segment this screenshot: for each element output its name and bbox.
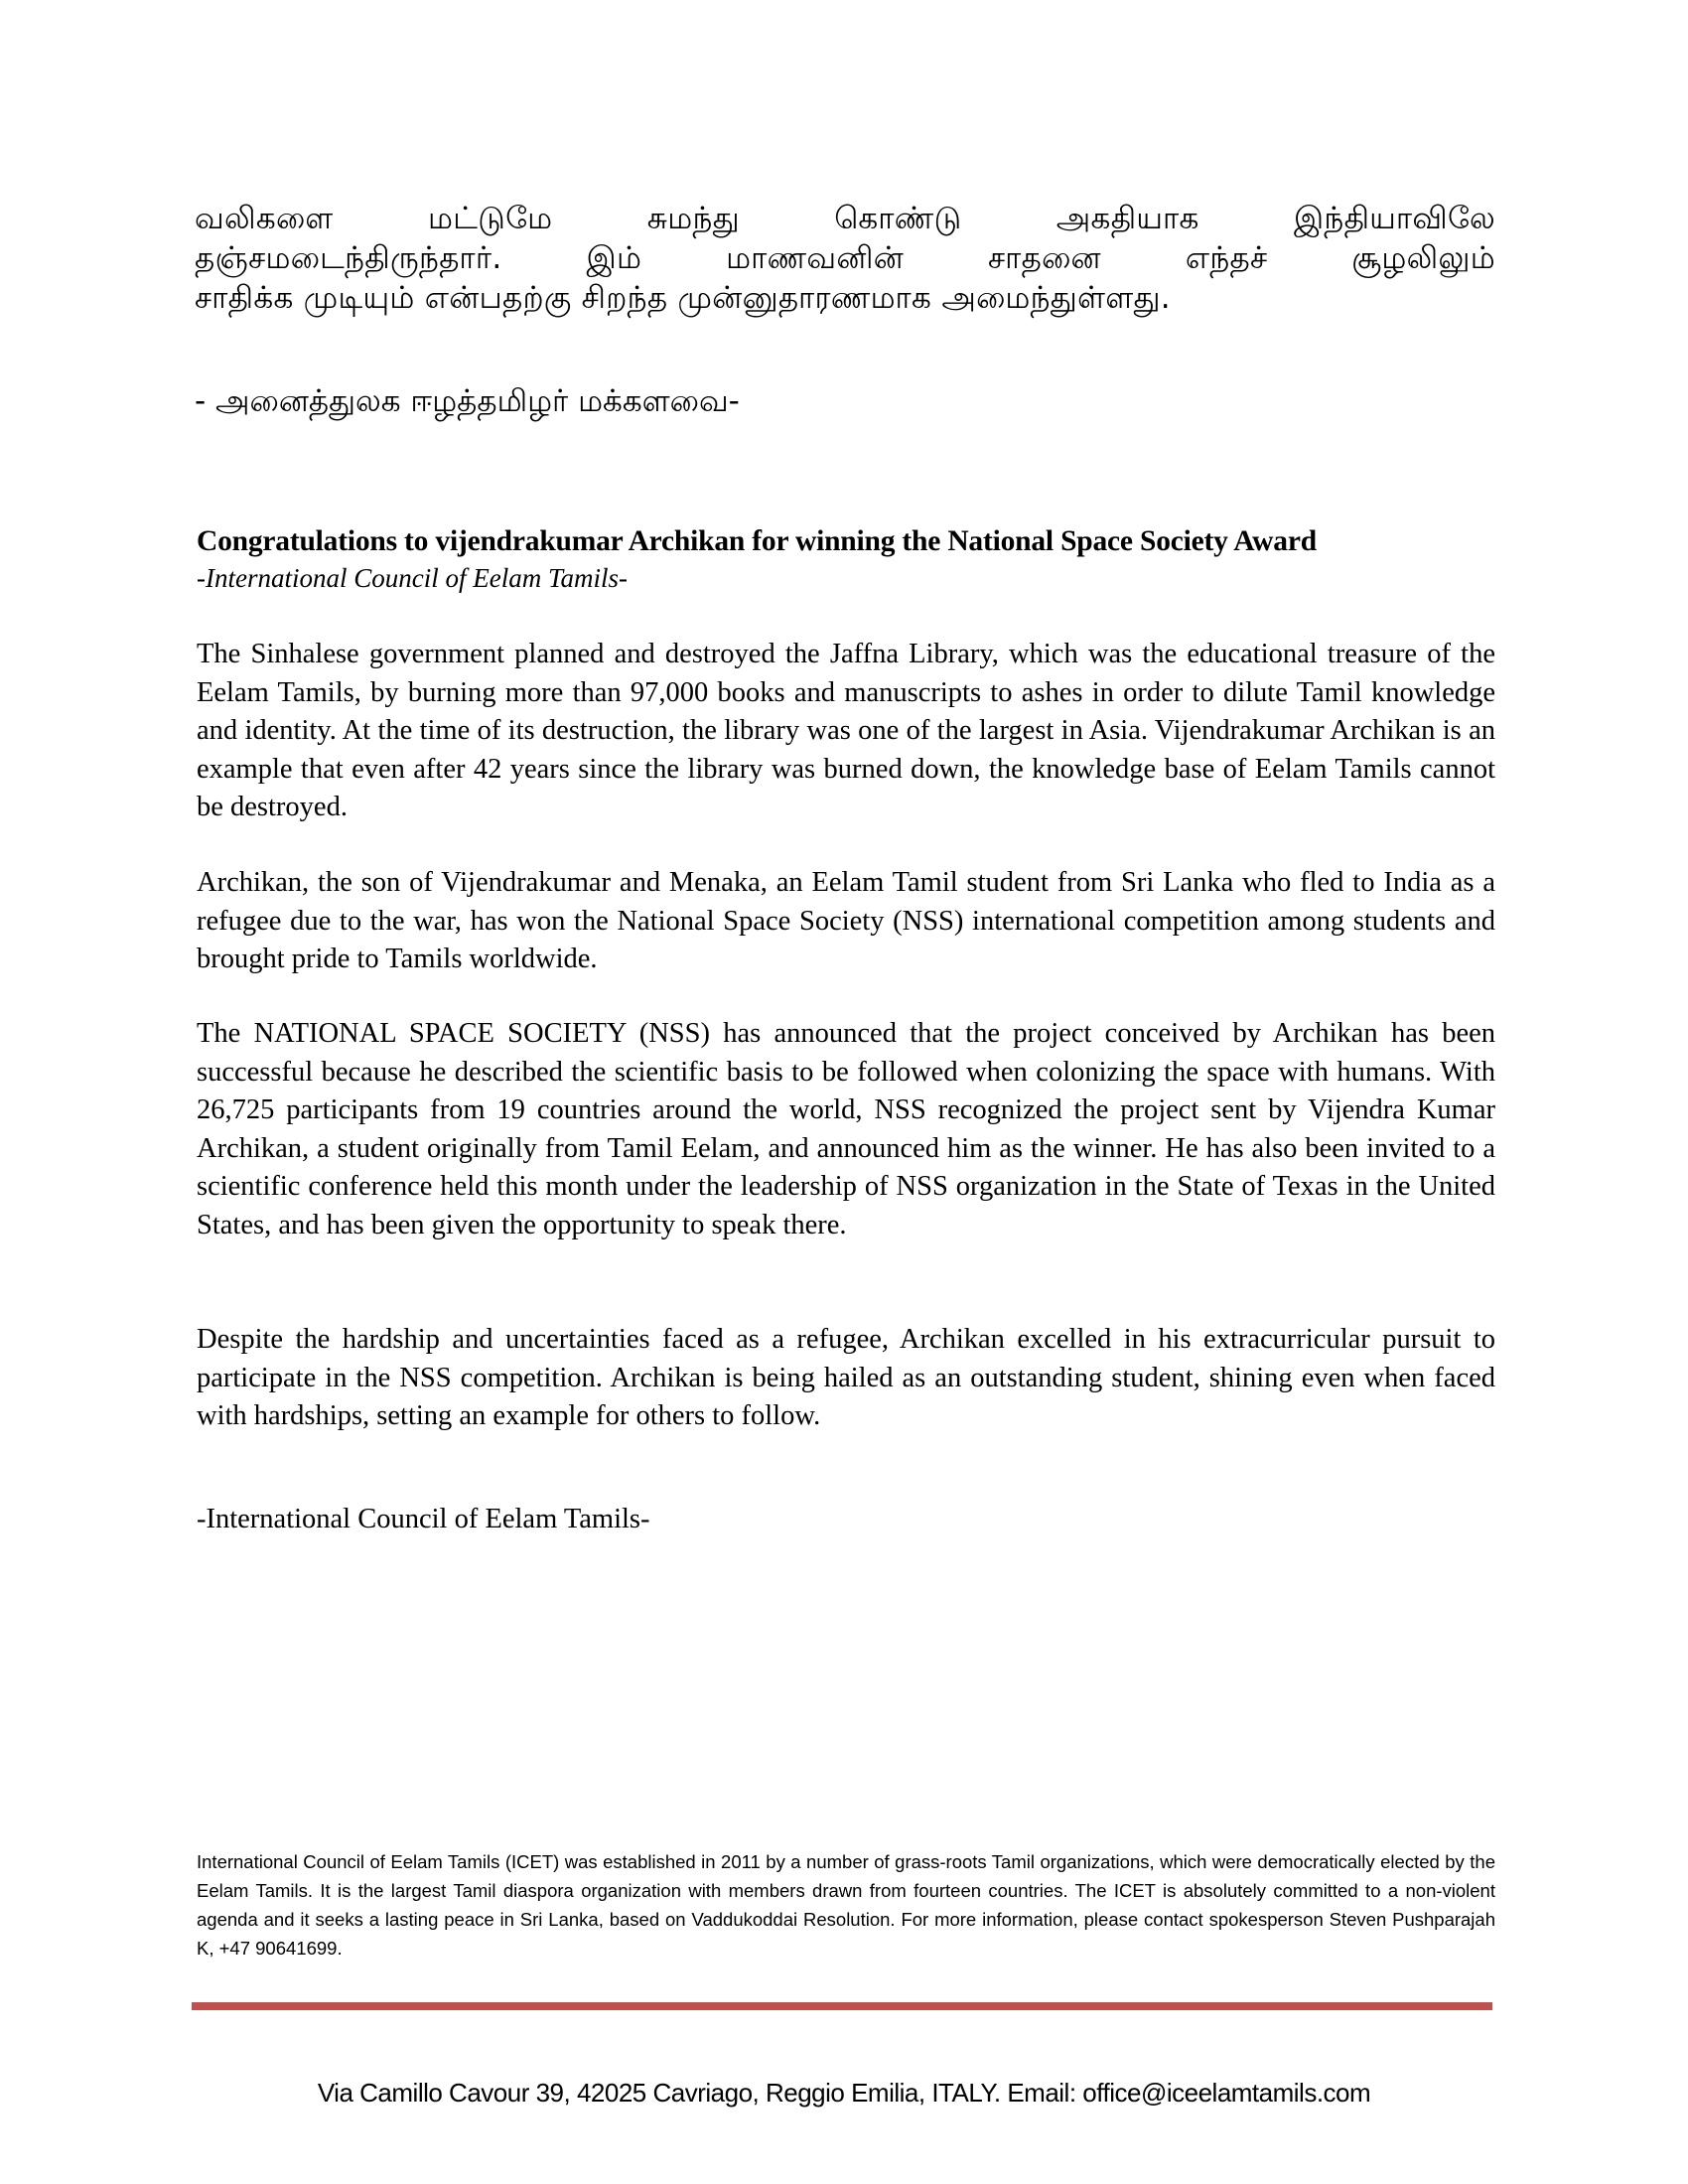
footer-address: Via Camillo Cavour 39, 42025 Cavriago, Reggio Emilia, ITALY. Email: office@iceelamtamils.com [317,2078,1371,2108]
tamil-paragraph [195,199,1495,318]
article-headline: Congratulations to vijendrakumar Archikan for winning the National Space Society Award [197,525,1317,557]
tamil-line: சாதிக்க முடியும் என்பதற்கு சிறந்த முன்னுதாரணமாக அமைந்துள்ளது. [195,280,1171,316]
article-signature: -International Council of Eelam Tamils- [197,1504,650,1534]
tamil-line: தஞ்சமடைந்திருந்தார். இம் மாணவனின் சாதனை எந்தச் சூழலிலும் [195,240,1495,276]
article-paragraph: The NATIONAL SPACE SOCIETY (NSS) has announced that the project conceived by Archikan has been successful because he described the scientific basis to be followed when colonizing the space with humans. With 26,725 participants from 19 countries around the world, NSS recognized the project sent by Vijendra Kumar Archikan, a student originally from Tamil Eelam, and announced him as the winner. He has also been invited to a scientific conference held this month under the leadership of NSS organization in the State of Texas in the United States, and has been given the opportunity to speak there. [197,1018,1495,1240]
article-byline: -International Council of Eelam Tamils- [197,563,628,593]
article-paragraph: Despite the hardship and uncertainties faced as a refugee, Archikan excelled in his extracurricular pursuit to participate in the NSS competition. Archikan is being hailed as an outstanding student, shining even when faced with hardships, setting an example for others to follow. [197,1324,1495,1431]
tamil-signature: - அனைத்துலக ஈழத்தமிழர் மக்களவை- [195,383,740,419]
organization-about: International Council of Eelam Tamils (ICET) was established in 2011 by a number of grass-roots Tamil organizations, which were democratically elected by the Eelam Tamils. It is the largest Tamil diaspora organization with members drawn from fourteen countries. The ICET is absolutely committed to a non-violent agenda and it seeks a lasting peace in Sri Lanka, based on Vaddukoddai Resolution. For more information, please contact spokesperson Steven Pushparajah K, +47 90641699. [197,1851,1495,1959]
article-paragraph: Archikan, the son of Vijendrakumar and Menaka, an Eelam Tamil student from Sri Lanka who fled to India as a refugee due to the war, has won the National Space Society (NSS) international competition among students and brought pride to Tamils worldwide. [197,867,1495,974]
article-paragraph: The Sinhalese government planned and destroyed the Jaffna Library, which was the educational treasure of the Eelam Tamils, by burning more than 97,000 books and manuscripts to ashes in order to dilute Tamil knowledge and identity. At the time of its destruction, the library was one of the largest in Asia. Vijendrakumar Archikan is an example that even after 42 years since the library was burned down, the knowledge base of Eelam Tamils cannot be destroyed. [197,639,1495,822]
footer-divider [192,2002,1492,2010]
tamil-line: வலிகளை மட்டுமே சுமந்து கொண்டு அகதியாக இந்தியாவிலே [195,201,1495,236]
